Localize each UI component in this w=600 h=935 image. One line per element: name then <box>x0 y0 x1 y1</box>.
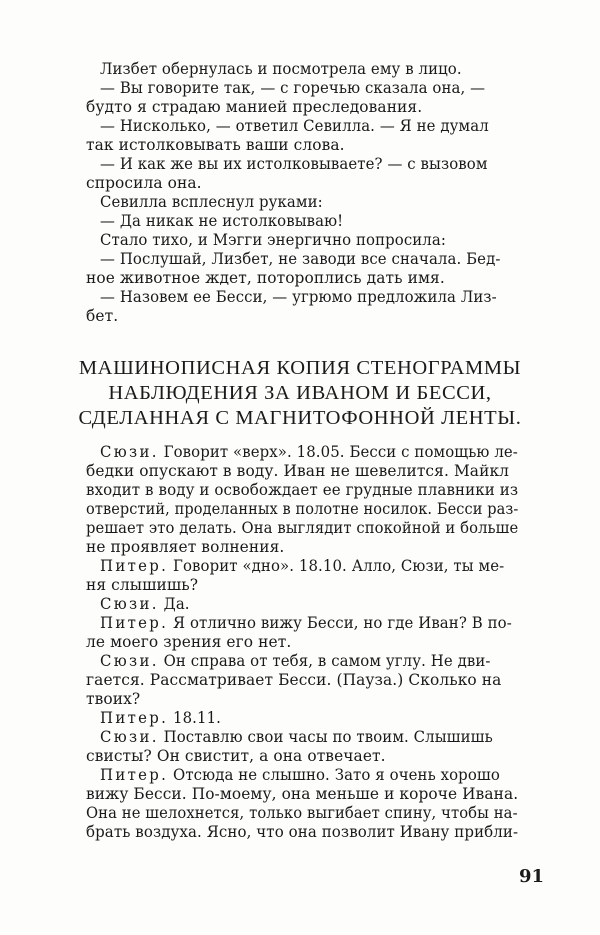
text-line: ня слышишь? <box>86 576 199 594</box>
text-line: — Да никак не истолковываю! <box>100 212 344 230</box>
text-line: ле моего зрения его нет. <box>86 633 292 651</box>
text-line: — Вы говорите так, — с горечью сказала она, — <box>100 79 486 97</box>
text-line: Питер. Отсюда не слышно. Зато я очень хорошо <box>100 766 500 784</box>
text-line: Сюзи. Поставлю свои часы по твоим. Слышишь <box>100 728 493 746</box>
text-line: ное животное ждет, потороплись дать имя. <box>86 269 445 287</box>
speaker-name: Сюзи. <box>100 728 159 746</box>
text-line: — Послушай, Лизбет, не заводи все сначала. Бед- <box>100 250 501 268</box>
section-heading <box>60 356 540 431</box>
text-line: вижу Бесси. По-моему, она меньше и короче Ивана. <box>86 785 519 803</box>
text-line: Сюзи. Он справа от тебя, в самом углу. Не дви- <box>100 652 491 670</box>
speaker-name: Питер. <box>100 614 169 632</box>
text-line: будто я страдаю манией преследования. <box>86 98 423 116</box>
text-line: Питер. 18.11. <box>100 709 221 727</box>
speaker-name: Сюзи. <box>100 443 159 461</box>
text-line: бет. <box>86 307 119 325</box>
text-line: входит в воду и освобождает ее грудные плавники из <box>86 481 519 499</box>
text-line: твоих? <box>86 690 141 708</box>
text-line: брать воздуха. Ясно, что она позволит Ивану прибли- <box>86 823 519 841</box>
text-line: отверстий, проделанных в полотне носилок. Бесси раз- <box>86 500 519 518</box>
heading-line: НАБЛЮДЕНИЯ ЗА ИВАНОМ И БЕССИ, <box>108 382 492 404</box>
text-line: свисты? Он свистит, а она отвечает. <box>86 747 386 765</box>
text-line: спросила она. <box>86 174 202 192</box>
text-line: так истолковывать ваши слова. <box>86 136 345 154</box>
text-line: бедки опускают в воду. Иван не шевелится. Майкл <box>86 462 510 480</box>
text-line: Стало тихо, и Мэгги энергично попросила: <box>100 231 446 249</box>
text-line: Питер. Я отлично вижу Бесси, но где Иван? В по- <box>100 614 512 632</box>
text-line: не проявляет волнения. <box>86 538 285 556</box>
speaker-name: Сюзи. <box>100 595 159 613</box>
text-line: Сюзи. Говорит «верх». 18.05. Бесси с помощью ле- <box>100 443 518 461</box>
heading-line: МАШИНОПИСНАЯ КОПИЯ СТЕНОГРАММЫ <box>78 357 522 379</box>
text-line: — Назовем ее Бесси, — угрюмо предложила Лиз- <box>100 288 497 306</box>
text-line: — Нисколько, — ответил Севилла. — Я не думал <box>100 117 489 135</box>
text-line: Сюзи. Да. <box>100 595 190 613</box>
text-line: Лизбет обернулась и посмотрела ему в лицо. <box>100 60 462 78</box>
text-line: Питер. Говорит «дно». 18.10. Алло, Сюзи, ты ме- <box>100 557 505 575</box>
text-line: Она не шелохнется, только выгибает спину, чтобы на- <box>86 804 518 822</box>
text-line: гается. Рассматривает Бесси. (Пауза.) Сколько на <box>86 671 502 689</box>
text-line: Севилла всплеснул руками: <box>100 193 323 211</box>
speaker-name: Питер. <box>100 557 169 575</box>
text-line: решает это делать. Она выглядит спокойной и больше <box>86 519 519 537</box>
page-number: 91 <box>519 866 545 887</box>
text-line: — И как же вы их истолковываете? — с вызовом <box>100 155 488 173</box>
heading-line: СДЕЛАННАЯ С МАГНИТОФОННОЙ ЛЕНТЫ. <box>78 407 522 429</box>
speaker-name: Сюзи. <box>100 652 159 670</box>
speaker-name: Питер. <box>100 766 169 784</box>
speaker-name: Питер. <box>100 709 169 727</box>
